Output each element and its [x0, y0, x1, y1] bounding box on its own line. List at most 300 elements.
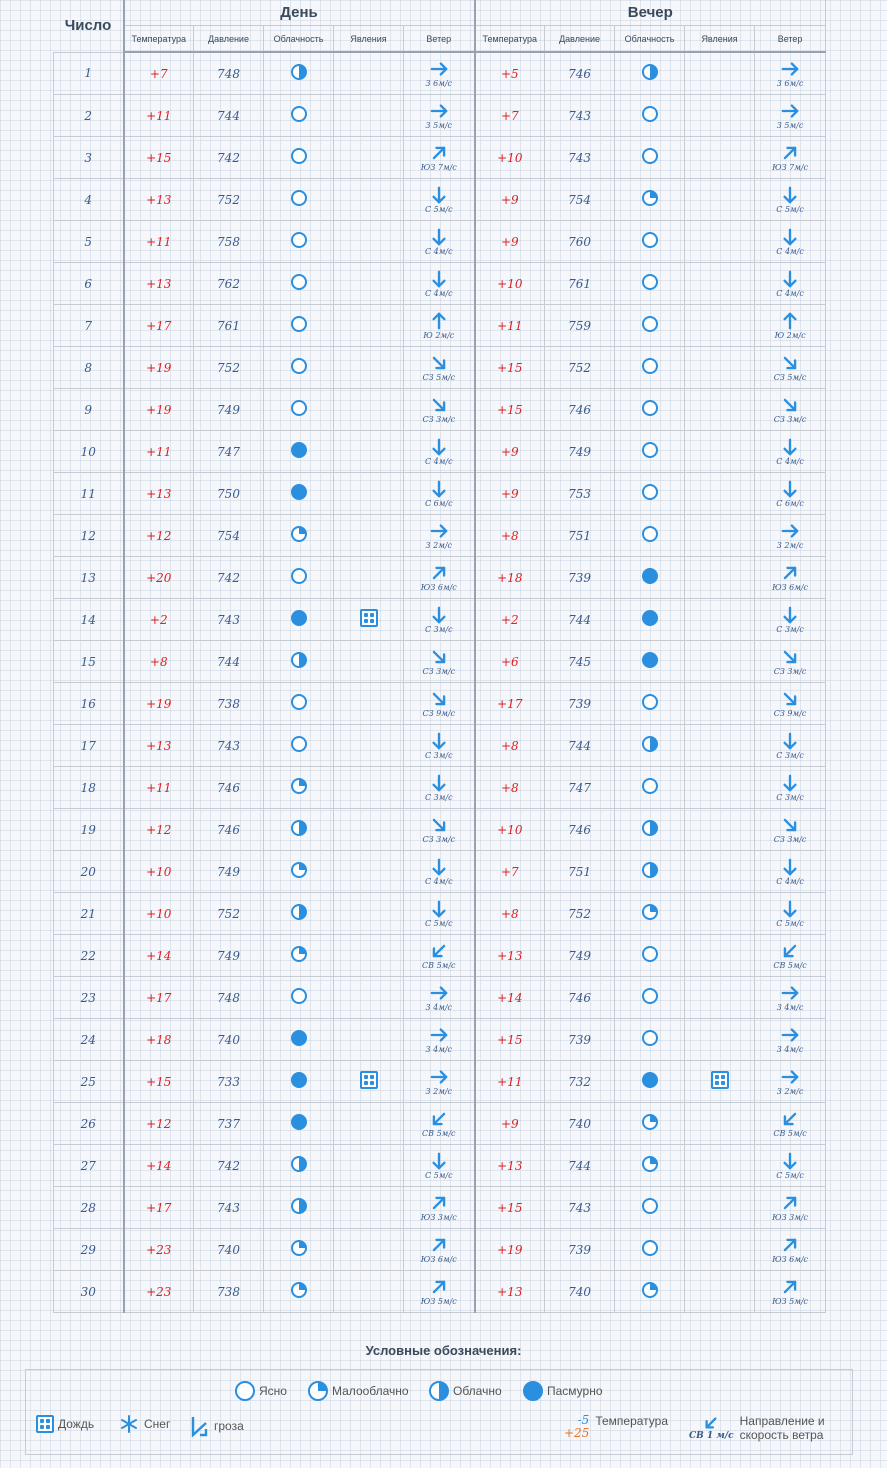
day-pressure: 743 — [194, 725, 264, 767]
wind-arrow-icon — [429, 270, 449, 288]
partly-cloudy-icon — [291, 778, 307, 794]
eve-phenomena — [685, 179, 755, 221]
day-cloudiness — [264, 347, 334, 389]
eve-phenomena — [685, 137, 755, 179]
legend-storm — [190, 1415, 244, 1437]
eve-phenomena — [685, 1019, 755, 1061]
rain-icon — [360, 609, 378, 627]
eve-wind-label: 3 2м/с — [776, 540, 804, 550]
eve-cloudiness — [615, 599, 685, 641]
eve-temperature: +5 — [475, 52, 545, 95]
eve-phenomena — [685, 52, 755, 95]
eve-temperature: +8 — [475, 515, 545, 557]
day-number: 11 — [54, 473, 124, 515]
cloudy-icon — [642, 736, 658, 752]
day-cloudiness — [264, 767, 334, 809]
eve-wind-label: С 3м/с — [776, 624, 804, 634]
eve-wind — [755, 557, 826, 599]
eve-phenomena — [685, 1271, 755, 1313]
wind-arrow-icon — [429, 186, 449, 204]
cloudy-icon — [429, 1381, 449, 1401]
eve-phenomena — [685, 1187, 755, 1229]
day-temperature: +12 — [124, 809, 194, 851]
day-wind — [404, 809, 475, 851]
eve-cloudiness — [615, 935, 685, 977]
day-wind-label: СВ 5м/с — [422, 960, 456, 970]
eve-cloudiness — [615, 557, 685, 599]
eve-pressure: 749 — [545, 935, 615, 977]
wind-arrow-icon — [780, 396, 800, 414]
eve-cloud-header: Облачность — [615, 26, 685, 53]
table-row — [54, 599, 826, 641]
table-row — [54, 809, 826, 851]
eve-wind — [755, 347, 826, 389]
day-pressure: 762 — [194, 263, 264, 305]
eve-wind — [755, 1229, 826, 1271]
day-wind-label: ЮЗ 5м/с — [420, 1296, 457, 1306]
day-number: 10 — [54, 431, 124, 473]
clear-icon — [642, 1240, 658, 1256]
day-pressure: 743 — [194, 1187, 264, 1229]
day-number: 4 — [54, 179, 124, 221]
eve-pressure: 746 — [545, 809, 615, 851]
eve-temperature: +7 — [475, 851, 545, 893]
table-row — [54, 389, 826, 431]
eve-pressure: 746 — [545, 52, 615, 95]
legend-rain-label: Дождь — [58, 1417, 95, 1431]
eve-wind-label: СЗ 3м/с — [773, 666, 807, 676]
day-temperature: +11 — [124, 95, 194, 137]
clear-icon — [291, 232, 307, 248]
legend-partly-label: Малооблачно — [332, 1384, 409, 1398]
day-temperature: +14 — [124, 935, 194, 977]
table-row — [54, 1187, 826, 1229]
wind-arrow-icon — [429, 942, 449, 960]
day-pressure: 742 — [194, 557, 264, 599]
day-temperature: +17 — [124, 305, 194, 347]
clear-icon — [642, 946, 658, 962]
table-row — [54, 431, 826, 473]
day-cloudiness — [264, 1271, 334, 1313]
day-wind — [404, 95, 475, 137]
eve-wind-label: С 5м/с — [776, 918, 804, 928]
day-wind-label: 3 2м/с — [425, 1086, 453, 1096]
table-row — [54, 305, 826, 347]
day-temperature: +10 — [124, 893, 194, 935]
day-number: 16 — [54, 683, 124, 725]
day-phenomena — [334, 95, 404, 137]
eve-pressure: 739 — [545, 1019, 615, 1061]
eve-wind-label: СЗ 3м/с — [773, 414, 807, 424]
eve-wind — [755, 137, 826, 179]
eve-cloudiness — [615, 52, 685, 95]
day-phenomena — [334, 305, 404, 347]
day-temperature: +11 — [124, 767, 194, 809]
wind-arrow-icon — [429, 648, 449, 666]
eve-pressure: 743 — [545, 137, 615, 179]
day-wind-label: С 6м/с — [424, 498, 453, 508]
day-wind — [404, 683, 475, 725]
eve-wind — [755, 1019, 826, 1061]
day-cloudiness — [264, 1103, 334, 1145]
legend-temperature — [564, 1414, 668, 1440]
clear-icon — [291, 400, 307, 416]
clear-icon — [291, 274, 307, 290]
eve-wind-label: ЮЗ 6м/с — [772, 1254, 809, 1264]
day-number: 9 — [54, 389, 124, 431]
table-row — [54, 1145, 826, 1187]
rain-icon — [360, 1071, 378, 1089]
eve-cloudiness — [615, 95, 685, 137]
clear-icon — [642, 988, 658, 1004]
eve-wind-label: С 3м/с — [776, 750, 804, 760]
clear-icon — [291, 988, 307, 1004]
wind-arrow-icon — [429, 606, 449, 624]
day-phenomena — [334, 851, 404, 893]
day-pressure: 742 — [194, 1145, 264, 1187]
day-wind — [404, 515, 475, 557]
eve-pressure-header: Давление — [545, 26, 615, 53]
eve-pressure: 760 — [545, 221, 615, 263]
eve-pressure: 749 — [545, 431, 615, 473]
day-cloudiness — [264, 179, 334, 221]
day-wind — [404, 851, 475, 893]
partly-cloudy-icon — [308, 1381, 328, 1401]
wind-arrow-icon — [780, 1110, 800, 1128]
eve-temperature: +9 — [475, 1103, 545, 1145]
day-cloudiness — [264, 221, 334, 263]
day-number: 22 — [54, 935, 124, 977]
day-pressure: 749 — [194, 851, 264, 893]
cloudy-icon — [291, 652, 307, 668]
day-cloudiness — [264, 389, 334, 431]
day-phenomena — [334, 389, 404, 431]
day-wind — [404, 52, 475, 95]
day-wind-label: ЮЗ 6м/с — [420, 582, 457, 592]
partly-cloudy-icon — [291, 862, 307, 878]
cloudy-icon — [642, 64, 658, 80]
day-cloudiness — [264, 599, 334, 641]
eve-pressure: 746 — [545, 389, 615, 431]
eve-temperature: +15 — [475, 1187, 545, 1229]
eve-wind-label: С 4м/с — [776, 876, 804, 886]
day-pressure: 733 — [194, 1061, 264, 1103]
day-temperature: +17 — [124, 1187, 194, 1229]
eve-wind — [755, 221, 826, 263]
eve-phenomena — [685, 1061, 755, 1103]
wind-arrow-icon — [429, 816, 449, 834]
day-wind-label: СЗ 3м/с — [422, 666, 456, 676]
eve-wind-label: СВ 5м/с — [773, 960, 807, 970]
clear-icon — [291, 358, 307, 374]
wind-arrow-icon — [429, 354, 449, 372]
eve-cloudiness — [615, 1103, 685, 1145]
eve-temperature: +10 — [475, 263, 545, 305]
clear-icon — [235, 1381, 255, 1401]
day-wind-label: С 3м/с — [424, 624, 453, 634]
day-phenomena-header: Явления — [334, 26, 404, 53]
eve-phenomena-header: Явления — [685, 26, 755, 53]
eve-cloudiness — [615, 1061, 685, 1103]
wind-arrow-icon — [429, 1278, 449, 1296]
day-phenomena — [334, 221, 404, 263]
eve-wind — [755, 725, 826, 767]
legend-storm-label: гроза — [214, 1419, 244, 1433]
day-number: 23 — [54, 977, 124, 1019]
table-row — [54, 893, 826, 935]
overcast-icon — [291, 610, 307, 626]
eve-pressure: 753 — [545, 473, 615, 515]
day-phenomena — [334, 52, 404, 95]
day-temperature: +8 — [124, 641, 194, 683]
eve-wind-label: СЗ 3м/с — [773, 834, 807, 844]
wind-arrow-icon — [429, 144, 449, 162]
eve-phenomena — [685, 683, 755, 725]
day-pressure: 758 — [194, 221, 264, 263]
table-row — [54, 1229, 826, 1271]
day-pressure: 754 — [194, 515, 264, 557]
eve-phenomena — [685, 1229, 755, 1271]
wind-arrow-icon — [780, 564, 800, 582]
day-pressure: 740 — [194, 1019, 264, 1061]
eve-pressure: 745 — [545, 641, 615, 683]
table-row — [54, 221, 826, 263]
storm-icon — [190, 1415, 208, 1437]
eve-pressure: 739 — [545, 557, 615, 599]
eve-cloudiness — [615, 473, 685, 515]
day-cloudiness — [264, 1229, 334, 1271]
day-pressure: 748 — [194, 52, 264, 95]
eve-wind-label: СВ 5м/с — [773, 1128, 807, 1138]
wind-arrow-icon — [780, 1236, 800, 1254]
eve-phenomena — [685, 641, 755, 683]
day-number: 24 — [54, 1019, 124, 1061]
cloudy-icon — [291, 820, 307, 836]
overcast-icon — [291, 484, 307, 500]
clear-icon — [291, 190, 307, 206]
eve-pressure: 739 — [545, 683, 615, 725]
eve-wind — [755, 1271, 826, 1313]
day-temperature: +14 — [124, 1145, 194, 1187]
cloudy-icon — [291, 904, 307, 920]
day-cloudiness — [264, 1145, 334, 1187]
day-phenomena — [334, 1061, 404, 1103]
day-cloudiness — [264, 1019, 334, 1061]
number-header: Число — [54, 0, 124, 52]
day-phenomena — [334, 1019, 404, 1061]
day-cloud-header: Облачность — [264, 26, 334, 53]
day-temperature: +12 — [124, 1103, 194, 1145]
partly-cloudy-icon — [291, 1282, 307, 1298]
eve-wind-header: Ветер — [755, 26, 826, 53]
day-wind — [404, 389, 475, 431]
legend-temp-samples — [564, 1414, 589, 1440]
clear-icon — [642, 1198, 658, 1214]
eve-cloudiness — [615, 431, 685, 473]
eve-phenomena — [685, 767, 755, 809]
eve-wind-label: 3 4м/с — [776, 1044, 804, 1054]
day-number: 27 — [54, 1145, 124, 1187]
eve-temperature: +9 — [475, 179, 545, 221]
day-phenomena — [334, 935, 404, 977]
eve-cloudiness — [615, 1145, 685, 1187]
clear-icon — [642, 442, 658, 458]
wind-arrow-icon — [780, 144, 800, 162]
day-temperature: +12 — [124, 515, 194, 557]
table-row — [54, 683, 826, 725]
day-pressure: 752 — [194, 893, 264, 935]
day-wind-label: 3 4м/с — [425, 1044, 453, 1054]
eve-temperature: +8 — [475, 893, 545, 935]
clear-icon — [291, 148, 307, 164]
eve-phenomena — [685, 599, 755, 641]
day-cloudiness — [264, 52, 334, 95]
eve-wind-label: С 4м/с — [776, 246, 804, 256]
day-temperature: +13 — [124, 725, 194, 767]
day-number: 18 — [54, 767, 124, 809]
day-number: 21 — [54, 893, 124, 935]
wind-arrow-icon — [780, 858, 800, 876]
day-pressure: 752 — [194, 347, 264, 389]
day-temperature: +23 — [124, 1271, 194, 1313]
day-number: 13 — [54, 557, 124, 599]
day-wind-label: 3 4м/с — [425, 1002, 453, 1012]
day-phenomena — [334, 347, 404, 389]
eve-temperature: +9 — [475, 221, 545, 263]
day-wind-label: СВ 5м/с — [422, 1128, 456, 1138]
rain-icon — [711, 1071, 729, 1089]
eve-wind — [755, 809, 826, 851]
eve-wind — [755, 641, 826, 683]
eve-cloudiness — [615, 347, 685, 389]
wind-arrow-icon — [780, 270, 800, 288]
eve-wind-label: ЮЗ 3м/с — [772, 1212, 809, 1222]
eve-wind — [755, 263, 826, 305]
day-phenomena — [334, 1187, 404, 1229]
day-wind — [404, 557, 475, 599]
eve-pressure: 743 — [545, 95, 615, 137]
partly-cloudy-icon — [291, 526, 307, 542]
day-temperature: +10 — [124, 851, 194, 893]
day-cloudiness — [264, 473, 334, 515]
eve-temperature: +9 — [475, 473, 545, 515]
clear-icon — [642, 316, 658, 332]
day-temperature: +7 — [124, 52, 194, 95]
day-temperature: +11 — [124, 221, 194, 263]
day-number: 15 — [54, 641, 124, 683]
cloudy-icon — [291, 1198, 307, 1214]
wind-arrow-icon — [429, 1152, 449, 1170]
eve-phenomena — [685, 389, 755, 431]
eve-cloudiness — [615, 1271, 685, 1313]
wind-arrow-icon — [780, 984, 800, 1002]
eve-cloudiness — [615, 1187, 685, 1229]
eve-phenomena — [685, 977, 755, 1019]
eve-wind — [755, 179, 826, 221]
eve-phenomena — [685, 305, 755, 347]
day-wind-label: СЗ 5м/с — [422, 372, 456, 382]
eve-phenomena — [685, 221, 755, 263]
clear-icon — [642, 148, 658, 164]
overcast-icon — [291, 1072, 307, 1088]
snow-icon — [120, 1415, 138, 1433]
eve-wind-label: С 5м/с — [776, 1170, 804, 1180]
wind-arrow-icon — [429, 1026, 449, 1044]
table-row — [54, 95, 826, 137]
legend-wind-sample-text: СВ 1 м/с — [689, 1431, 734, 1441]
wind-arrow-icon — [429, 480, 449, 498]
day-phenomena — [334, 137, 404, 179]
evening-header: Вечер — [475, 0, 826, 26]
legend-snow — [120, 1415, 170, 1433]
day-number: 25 — [54, 1061, 124, 1103]
day-cloudiness — [264, 263, 334, 305]
legend-clear-label: Ясно — [259, 1384, 287, 1398]
eve-cloudiness — [615, 893, 685, 935]
partly-cloudy-icon — [642, 904, 658, 920]
eve-temperature: +15 — [475, 347, 545, 389]
wind-arrow-icon — [780, 186, 800, 204]
table-row — [54, 1271, 826, 1313]
day-wind-label: Ю 2м/с — [423, 330, 455, 340]
eve-wind — [755, 431, 826, 473]
eve-temperature: +6 — [475, 641, 545, 683]
weather-table — [53, 0, 826, 1313]
partly-cloudy-icon — [291, 946, 307, 962]
eve-phenomena — [685, 893, 755, 935]
partly-cloudy-icon — [642, 190, 658, 206]
eve-cloudiness — [615, 389, 685, 431]
table-row — [54, 1103, 826, 1145]
day-number: 1 — [54, 52, 124, 95]
day-wind-label: С 4м/с — [424, 876, 453, 886]
day-cloudiness — [264, 515, 334, 557]
day-pressure: 749 — [194, 935, 264, 977]
wind-arrow-icon — [780, 606, 800, 624]
day-phenomena — [334, 431, 404, 473]
day-pressure: 742 — [194, 137, 264, 179]
wind-arrow-icon — [429, 1068, 449, 1086]
day-wind — [404, 641, 475, 683]
clear-icon — [642, 400, 658, 416]
overcast-icon — [642, 652, 658, 668]
eve-pressure: 751 — [545, 515, 615, 557]
clear-icon — [642, 358, 658, 374]
day-temperature: +19 — [124, 347, 194, 389]
eve-temperature: +13 — [475, 1271, 545, 1313]
day-wind-label: СЗ 3м/с — [422, 834, 456, 844]
eve-pressure: 752 — [545, 347, 615, 389]
eve-pressure: 743 — [545, 1187, 615, 1229]
day-wind-label: С 4м/с — [424, 288, 453, 298]
day-number: 12 — [54, 515, 124, 557]
eve-wind — [755, 767, 826, 809]
day-wind — [404, 1061, 475, 1103]
eve-cloudiness — [615, 683, 685, 725]
legend-rain — [36, 1415, 94, 1433]
day-wind — [404, 1229, 475, 1271]
day-wind — [404, 1103, 475, 1145]
day-number: 17 — [54, 725, 124, 767]
table-row — [54, 515, 826, 557]
eve-pressure: 761 — [545, 263, 615, 305]
day-cloudiness — [264, 977, 334, 1019]
legend-wind-sample — [689, 1415, 734, 1441]
day-number: 6 — [54, 263, 124, 305]
legend-snow-label: Снег — [144, 1417, 171, 1431]
day-phenomena — [334, 809, 404, 851]
eve-cloudiness — [615, 851, 685, 893]
